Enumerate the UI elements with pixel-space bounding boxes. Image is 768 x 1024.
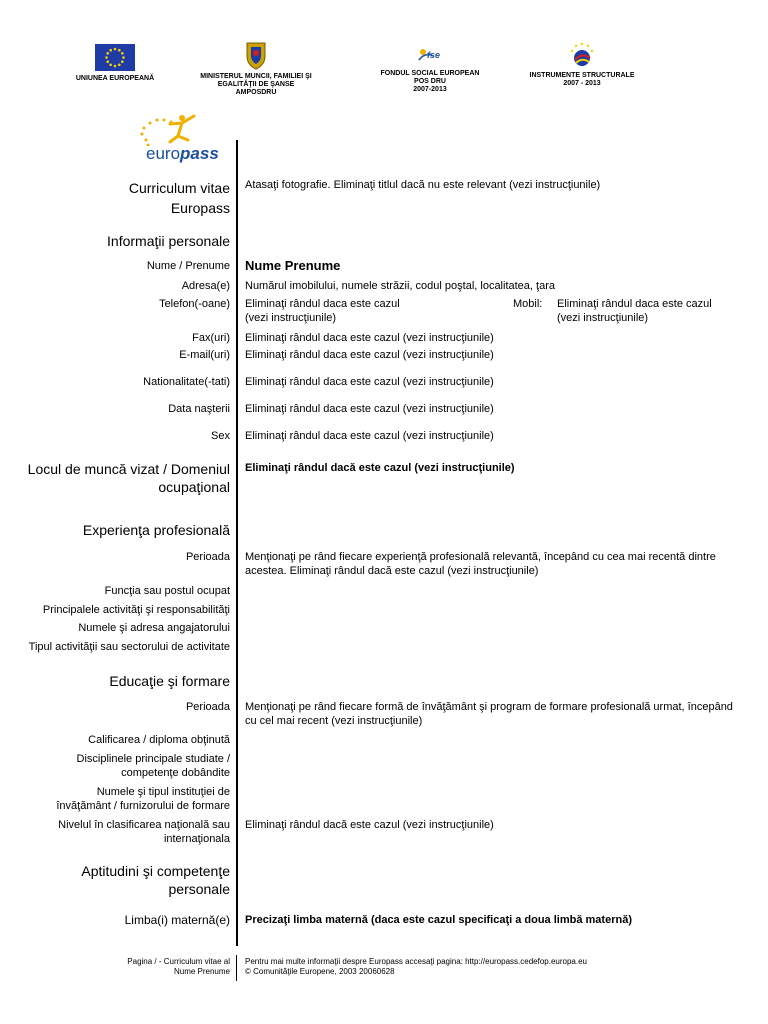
experience-period-value-line1: Menţionaţi pe rând fiecare experienţă profesională relevantă, începând cu cea mai recentă dintre: [245, 551, 716, 563]
main-activities-label: Principalele activităţi şi responsabilităţi: [42, 604, 230, 616]
fse-caption-line1: FONDUL SOCIAL EUROPEAN: [380, 70, 480, 77]
personal-skills-heading-line1: Aptitudini şi competenţe: [81, 863, 230, 879]
ministry-logo-block: [196, 40, 316, 97]
fse-logo-icon: [415, 46, 445, 66]
cv-title-line2: Europass: [170, 200, 230, 216]
experience-period-label: Perioada: [185, 551, 230, 563]
ministry-caption-line1: MINISTERUL MUNCII, FAMILIEI ŞI: [200, 73, 312, 80]
ministry-caption-line3: AMPOSDRU: [235, 89, 277, 96]
education-heading: Educaţie şi formare: [109, 673, 230, 689]
nationality-label: Nationalitate(-tati): [143, 376, 230, 388]
phone-value: [245, 297, 400, 325]
europass-logo-text-pass: pass: [180, 144, 219, 163]
experience-period-value-line2: acestea. Eliminaţi rândul dacă este cazul (vezi instrucţiunile): [245, 565, 539, 577]
work-experience-heading: Experienţa profesională: [82, 522, 230, 538]
address-value: Numărul imobilului, numele străzii, codul poştal, localitatea, ţara: [245, 280, 555, 292]
education-period-value-line2: cu cel mai recent (vezi instrucţiunile): [245, 715, 423, 727]
experience-period-value: [245, 550, 716, 578]
birth-date-label: Data naşterii: [168, 403, 230, 415]
europass-star-figure-icon: [132, 112, 224, 146]
education-period-value-line1: Menţionaţi pe rând fiecare formă de învăţământ şi program de formare profesională urmat, începând: [245, 701, 733, 713]
subjects-label: [77, 752, 230, 780]
structural-instruments-icon: [566, 40, 598, 70]
sex-value: Eliminaţi rândul daca este cazul (vezi instrucţiunile): [245, 430, 494, 442]
email-label: E-mail(uri): [179, 349, 230, 361]
eu-flag-icon: [95, 44, 135, 71]
name-value: Nume Prenume: [245, 258, 341, 273]
phone-label: Telefon(-oane): [159, 298, 230, 310]
classification-level-label-line1: Nivelul în clasificarea naţională sau: [58, 819, 230, 831]
phone-value-line1: Eliminaţi rândul daca este cazul: [245, 298, 400, 310]
mobile-value-line2: (vezi instrucţiunile): [557, 312, 649, 324]
fax-label: Fax(uri): [192, 332, 230, 344]
email-value: Eliminaţi rândul daca este cazul (vezi instrucţiunile): [245, 349, 494, 361]
structural-instruments-logo-block: [522, 40, 642, 88]
institution-label: [56, 785, 230, 813]
fse-logo-block: [370, 46, 490, 94]
education-period-label: Perioada: [185, 701, 230, 713]
birth-date-value: Eliminaţi rândul daca este cazul (vezi instrucţiunile): [245, 403, 494, 415]
job-function-label: Funcţia sau postul ocupat: [104, 585, 230, 597]
nationality-value: Eliminaţi rândul daca este cazul (vezi instrucţiunile): [245, 376, 494, 388]
mother-tongue-label: Limba(i) maternă(e): [124, 913, 230, 927]
classification-level-label-line2: internaţionala: [163, 833, 230, 845]
desired-job-heading-line2: ocupaţional: [158, 479, 230, 495]
subjects-label-line1: Disciplinele principale studiate /: [76, 753, 230, 765]
education-period-value: [245, 700, 733, 728]
mobile-value-line1: Eliminaţi rândul daca este cazul: [557, 298, 712, 310]
personal-skills-heading-line2: personale: [168, 881, 230, 897]
footer-left-line2: Nume Prenume: [173, 967, 230, 976]
cv-title: [129, 178, 230, 218]
desired-job-heading-line1: Locul de muncă vizat / Domeniul: [27, 461, 230, 477]
fse-caption-line2: POS DRU: [414, 78, 446, 85]
europass-logo-text-euro: euro: [146, 144, 181, 163]
footer-left: [127, 957, 230, 977]
footer-divider: [236, 955, 237, 981]
footer-right: [245, 957, 587, 977]
footer-left-line1: Pagina / - Curriculum vitae al: [127, 957, 230, 966]
mobile-value: [557, 297, 712, 325]
mobile-label: Mobil:: [513, 298, 543, 310]
institution-label-line2: învăţământ / furnizorului de formare: [56, 800, 230, 812]
romania-coat-of-arms-icon: [244, 40, 268, 70]
cv-title-line1: Curriculum vitae: [128, 180, 230, 196]
employer-label: Numele şi adresa angajatorului: [78, 622, 230, 634]
activity-sector-label: Tipul activităţii sau sectorului de activitate: [28, 641, 230, 653]
desired-job-value: Eliminaţi rândul dacă este cazul (vezi instrucţiunile): [245, 462, 515, 474]
name-label: Nume / Prenume: [146, 260, 230, 272]
sex-label: Sex: [211, 430, 230, 442]
subjects-label-line2: competenţe dobândite: [121, 767, 230, 779]
structural-caption-line1: INSTRUMENTE STRUCTURALE: [529, 72, 635, 79]
institution-label-line1: Numele şi tipul instituţiei de: [96, 786, 230, 798]
ministry-caption-line2: EGALITĂŢII DE ŞANSE: [217, 81, 295, 88]
qualification-label: Calificarea / diploma obţinută: [88, 734, 230, 746]
phone-value-line2: (vezi instrucţiunile): [245, 312, 337, 324]
mother-tongue-value: Precizaţi limba maternă (daca este cazul specificaţi a doua limbă maternă): [245, 914, 632, 926]
desired-job-heading: [28, 460, 230, 496]
eu-logo-caption: UNIUNEA EUROPEANĂ: [75, 75, 155, 82]
photo-note: Atasaţi fotografie. Eliminaţi titlul dacă nu este relevant (vezi instrucţiunile): [245, 179, 601, 191]
fse-caption-line3: 2007-2013: [413, 86, 447, 93]
eu-logo-block: [60, 44, 170, 83]
classification-level-value: Eliminaţi rândul dacă este cazul (vezi instrucţiunile): [245, 819, 494, 831]
personal-skills-heading: [81, 862, 230, 898]
fax-value: Eliminaţi rândul daca este cazul (vezi instrucţiunile): [245, 332, 494, 344]
classification-level-label: [58, 818, 230, 846]
fse-logo-text: fse: [427, 50, 441, 60]
column-divider: [236, 140, 238, 946]
address-label: Adresa(e): [181, 280, 230, 292]
footer-right-line1: Pentru mai multe informaţii despre Europass accesaţi pagina: http://europass.cedefop.europa.eu: [245, 957, 587, 966]
footer-right-line2: © Comunităţile Europene, 2003 20060628: [245, 967, 395, 976]
structural-caption-line2: 2007 - 2013: [563, 80, 601, 87]
europass-logo: [132, 112, 224, 166]
personal-info-heading: Informaţii personale: [107, 233, 230, 249]
